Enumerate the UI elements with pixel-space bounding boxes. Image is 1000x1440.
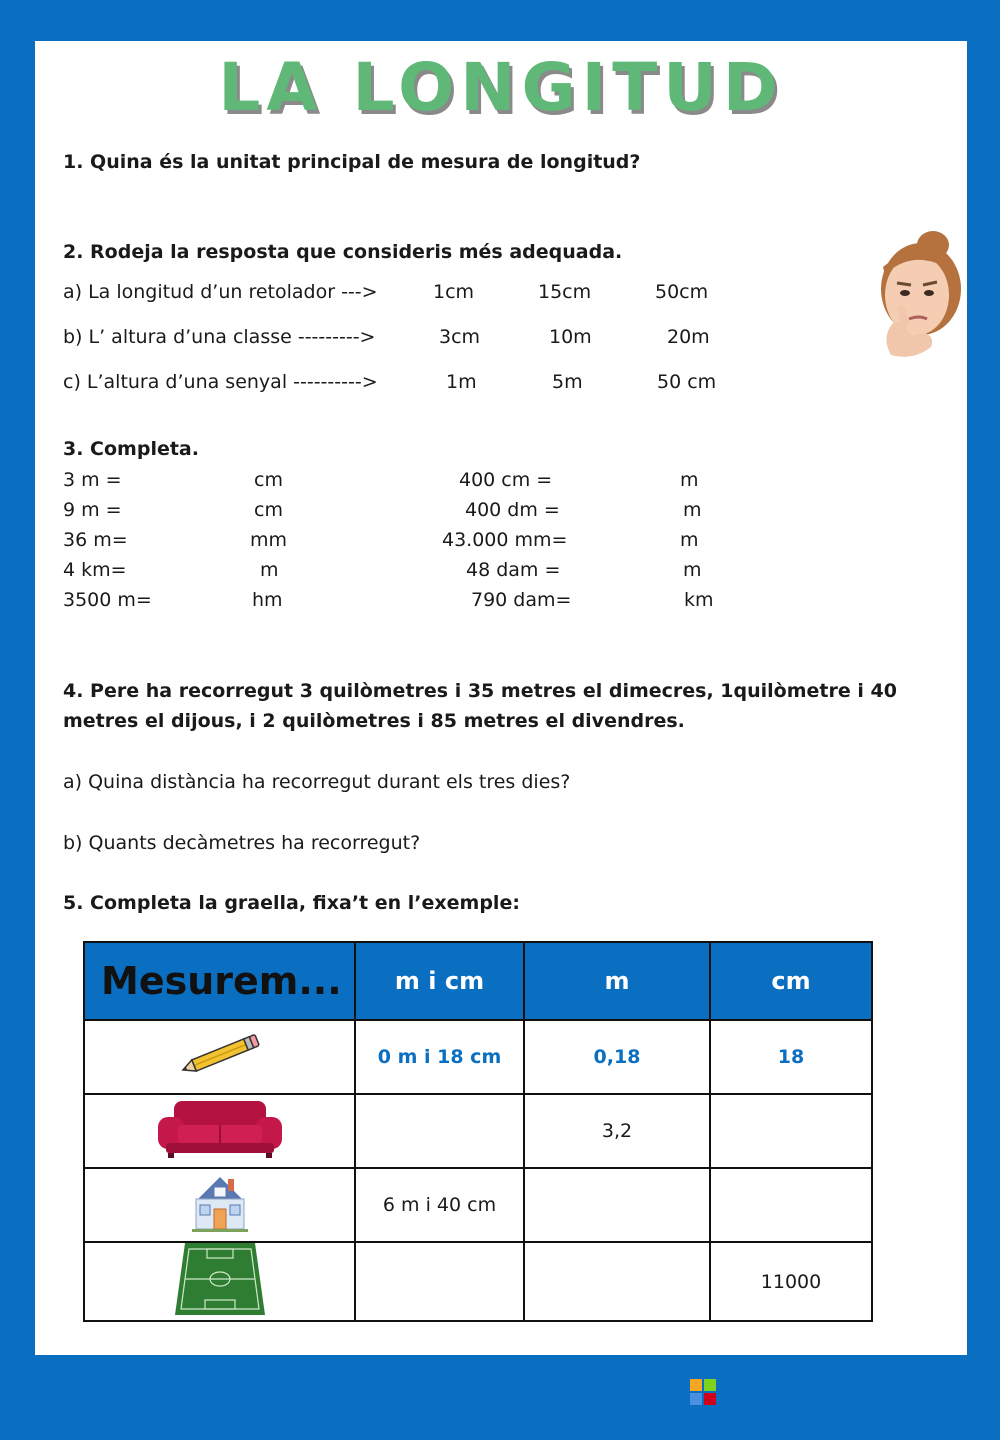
header-m-i-cm: m i cm: [355, 942, 524, 1020]
option[interactable]: 15cm: [538, 281, 592, 303]
worksheet-page: [35, 41, 967, 1355]
object-cell: [84, 1242, 355, 1321]
cell-m-i-cm[interactable]: [355, 1094, 524, 1168]
q3-left-expr: 9 m =: [63, 499, 122, 521]
question-4b: b) Quants decàmetres ha recorregut?: [63, 832, 421, 854]
cell-m-i-cm: 0 m i 18 cm: [355, 1020, 524, 1094]
q3-left-unit: cm: [254, 499, 283, 521]
cell-cm: 11000: [710, 1242, 872, 1321]
table-header-row: [84, 942, 872, 1020]
q3-right-unit: km: [684, 589, 714, 611]
object-cell: [84, 1168, 355, 1242]
q3-left-expr: 36 m=: [63, 529, 128, 551]
q3-left-expr: 4 km=: [63, 559, 127, 581]
cell-cm[interactable]: [710, 1168, 872, 1242]
pencil-icon: [178, 1033, 262, 1077]
question-4-line-1: 4. Pere ha recorregut 3 quilòmetres i 35 metres el dimecres, 1quilòmetre i 40: [63, 680, 897, 702]
object-cell: [84, 1020, 355, 1094]
q3-right-unit: m: [680, 469, 699, 491]
header-cm: cm: [710, 942, 872, 1020]
q3-left-expr: 3500 m=: [63, 589, 152, 611]
option[interactable]: 20m: [667, 326, 710, 348]
table-row: [84, 1094, 872, 1168]
option[interactable]: 50cm: [655, 281, 709, 303]
sofa-icon: [156, 1099, 284, 1159]
football-field-icon: [173, 1243, 267, 1315]
house-icon: [190, 1173, 250, 1233]
cell-m: 0,18: [524, 1020, 710, 1094]
cell-m-i-cm: 6 m i 40 cm: [355, 1168, 524, 1242]
question-3: 3. Completa.: [63, 438, 199, 460]
cell-m-i-cm[interactable]: [355, 1242, 524, 1321]
cell-m: 3,2: [524, 1094, 710, 1168]
option[interactable]: 5m: [552, 371, 583, 393]
q3-left-unit: cm: [254, 469, 283, 491]
thinking-avatar-icon: [873, 227, 967, 361]
measurement-table: [83, 941, 873, 1322]
question-4-line-2: metres el dijous, i 2 quilòmetres i 85 metres el divendres.: [63, 710, 685, 732]
q3-right-expr: 400 cm =: [459, 469, 553, 491]
table-row: [84, 1020, 872, 1094]
q3-right-expr: 43.000 mm=: [442, 529, 568, 551]
option[interactable]: 10m: [549, 326, 592, 348]
row-label: b) L’ altura d’una classe --------->: [63, 326, 376, 348]
question-5: 5. Completa la graella, fixa’t en l’exemple:: [63, 892, 520, 914]
cell-m[interactable]: [524, 1168, 710, 1242]
q3-right-unit: m: [683, 559, 702, 581]
question-1: 1. Quina és la unitat principal de mesura de longitud?: [63, 151, 641, 173]
q3-right-unit: m: [683, 499, 702, 521]
cell-m[interactable]: [524, 1242, 710, 1321]
q3-right-expr: 790 dam=: [471, 589, 572, 611]
q3-left-expr: 3 m =: [63, 469, 122, 491]
q3-left-unit: m: [260, 559, 279, 581]
question-4a: a) Quina distància ha recorregut durant els tres dies?: [63, 771, 571, 793]
row-label: a) La longitud d’un retolador --->: [63, 281, 378, 303]
option[interactable]: 1cm: [433, 281, 475, 303]
option[interactable]: 50 cm: [657, 371, 717, 393]
q3-left-unit: mm: [250, 529, 288, 551]
liveworksheets-logo: [690, 1374, 1000, 1440]
header-m: m: [524, 942, 710, 1020]
option[interactable]: 3cm: [439, 326, 481, 348]
page-title: LA LONGITUD: [218, 49, 784, 126]
liveworksheets-logo-icon: [690, 1379, 716, 1405]
cell-cm[interactable]: [710, 1094, 872, 1168]
table-row: [84, 1168, 872, 1242]
row-label: c) L’altura d’una senyal ---------->: [63, 371, 378, 393]
table-row: [84, 1242, 872, 1321]
question-2: 2. Rodeja la resposta que consideris més adequada.: [63, 241, 623, 263]
object-cell: [84, 1094, 355, 1168]
q3-right-expr: 400 dm =: [465, 499, 560, 521]
liveworksheets-brand: LIVEWORKSHEETS: [690, 1407, 979, 1440]
q3-right-expr: 48 dam =: [466, 559, 561, 581]
q3-left-unit: hm: [252, 589, 283, 611]
option[interactable]: 1m: [446, 371, 477, 393]
cell-cm: 18: [710, 1020, 872, 1094]
q3-right-unit: m: [680, 529, 699, 551]
header-mesurem: Mesurem...: [84, 942, 355, 1020]
